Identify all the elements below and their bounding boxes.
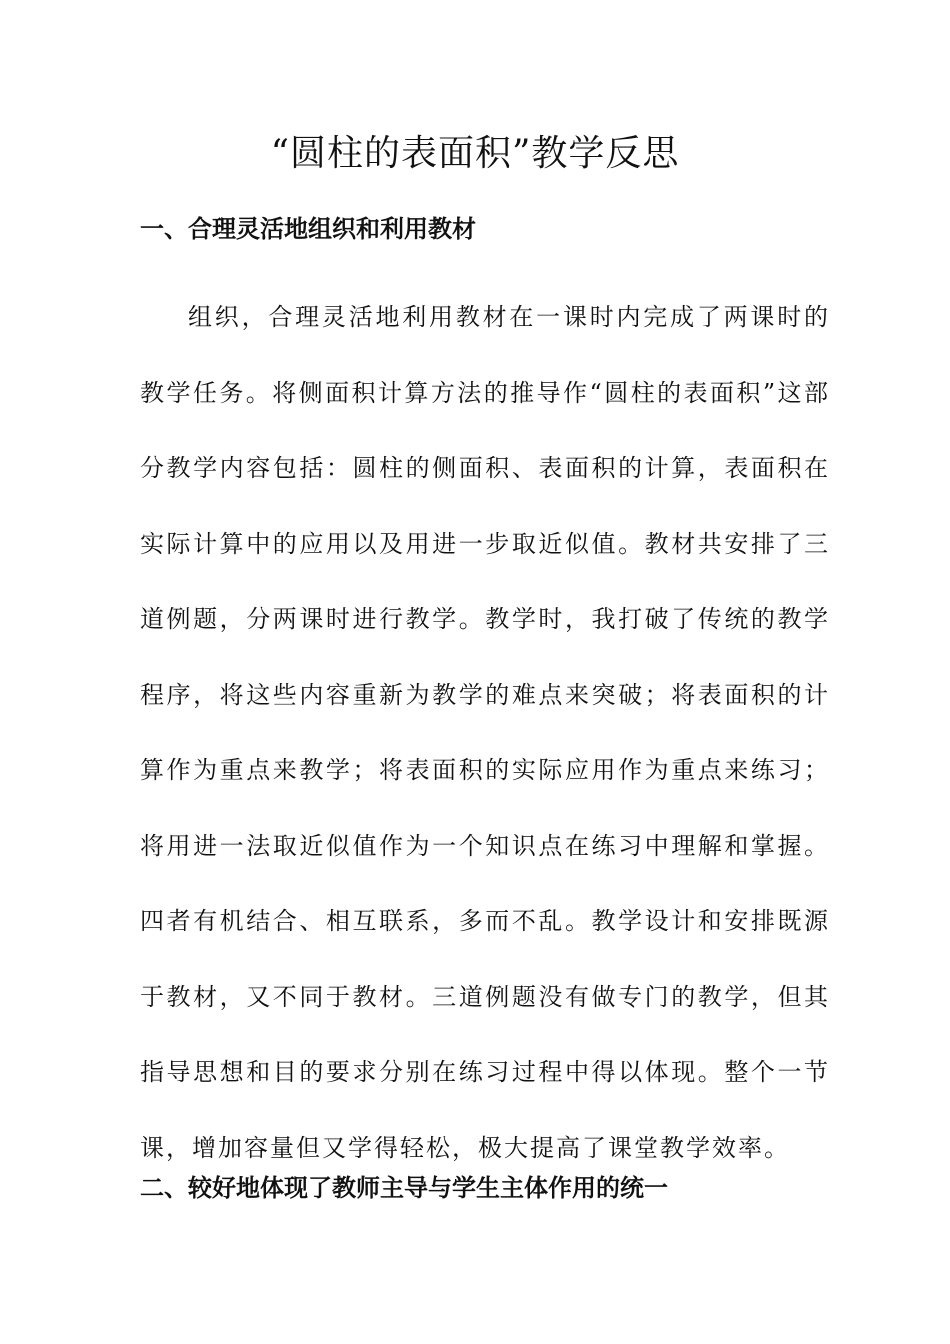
section-2-heading: 二、较好地体现了教师主导与学生主体作用的统一: [140, 1174, 668, 1202]
section-1-paragraph: 组织，合理灵活地利用教材在一课时内完成了两课时的教学任务。将侧面积计算方法的推导作“圆柱的表面积”这部分教学内容包括：圆柱的侧面积、表面积的计算，表面积在实际计算中的应用以及用进一步取近似值。教材共安排了三道例题，分两课时进行教学。教学时，我打破了传统的教学程序，将这些内容重新为教学的难点来突破；将表面积的计算作为重点来教学；将表面积的实际应用作为重点来练习；将用进一法取近似值作为一个知识点在练习中理解和掌握。四者有机结合、相互联系，多而不乱。教学设计和安排既源于教材，又不同于教材。三道例题没有做专门的教学，但其指导思想和目的要求分别在练习过程中得以体现。整个一节课，增加容量但又学得轻松，极大提高了课堂教学效率。: [140, 303, 830, 1162]
section-1-heading: 一、合理灵活地组织和利用教材: [140, 215, 476, 243]
document-title: “圆柱的表面积”教学反思: [270, 133, 680, 174]
